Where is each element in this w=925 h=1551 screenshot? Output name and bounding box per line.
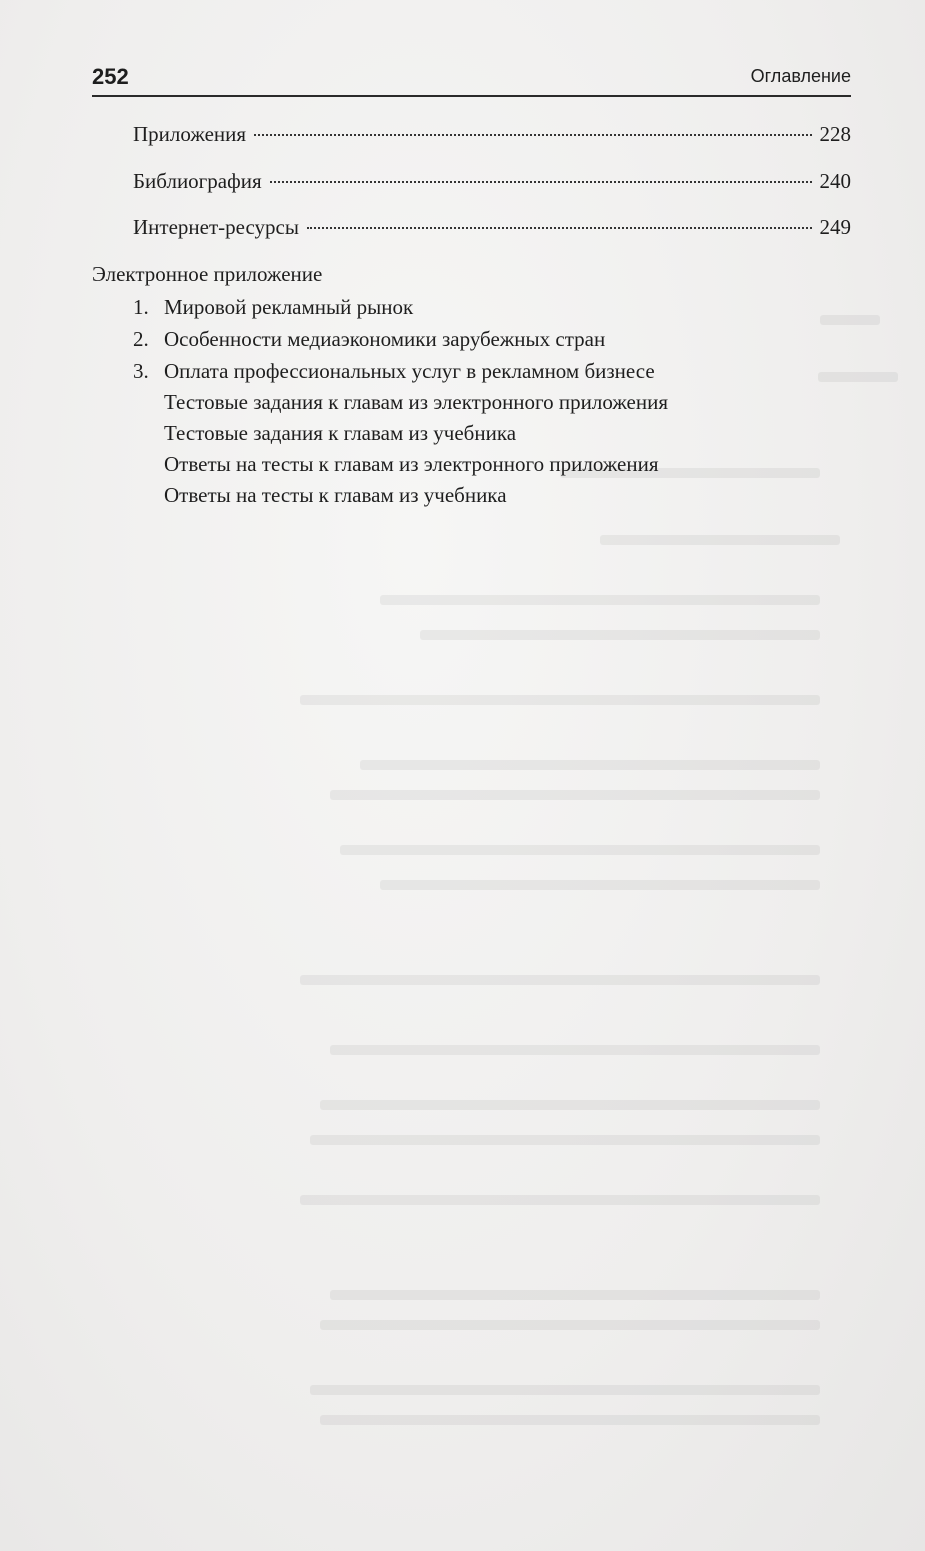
toc-entry-page: 240 — [819, 169, 851, 193]
item-number: 3. — [133, 359, 149, 383]
running-head — [92, 62, 851, 96]
item-label: Мировой рекламный рынок — [164, 295, 414, 319]
dot-leader — [307, 227, 812, 229]
toc-entry-bibliography — [133, 169, 851, 201]
toc-entry-appendices — [133, 122, 851, 154]
toc-entry-internet-resources — [133, 215, 851, 247]
electronic-subitem: Тестовые задания к главам из учебника — [164, 421, 517, 445]
toc-entry-label: Интернет-ресурсы — [133, 215, 299, 239]
header-rule — [92, 95, 851, 97]
dot-leader — [270, 181, 812, 183]
dot-leader — [254, 134, 811, 136]
item-label: Оплата профессиональных услуг в рекламном бизнесе — [164, 359, 655, 383]
running-title: Оглавление — [750, 66, 851, 86]
item-label: Особенности медиаэкономики зарубежных стран — [164, 327, 606, 351]
electronic-item — [133, 359, 655, 384]
electronic-item — [133, 295, 413, 320]
toc-entry-page: 228 — [819, 122, 851, 146]
item-number: 1. — [133, 295, 149, 319]
electronic-subitem: Ответы на тесты к главам из электронного приложения — [164, 452, 659, 476]
page-number: 252 — [92, 64, 129, 89]
toc-entry-label: Библиография — [133, 169, 262, 193]
electronic-appendix-heading: Электронное приложение — [92, 262, 323, 286]
item-number: 2. — [133, 327, 149, 351]
toc-entry-page: 249 — [819, 215, 851, 239]
electronic-subitem: Ответы на тесты к главам из учебника — [164, 483, 507, 507]
toc-entry-label: Приложения — [133, 122, 247, 146]
electronic-item — [133, 327, 605, 352]
electronic-subitem: Тестовые задания к главам из электронного приложения — [164, 390, 669, 414]
